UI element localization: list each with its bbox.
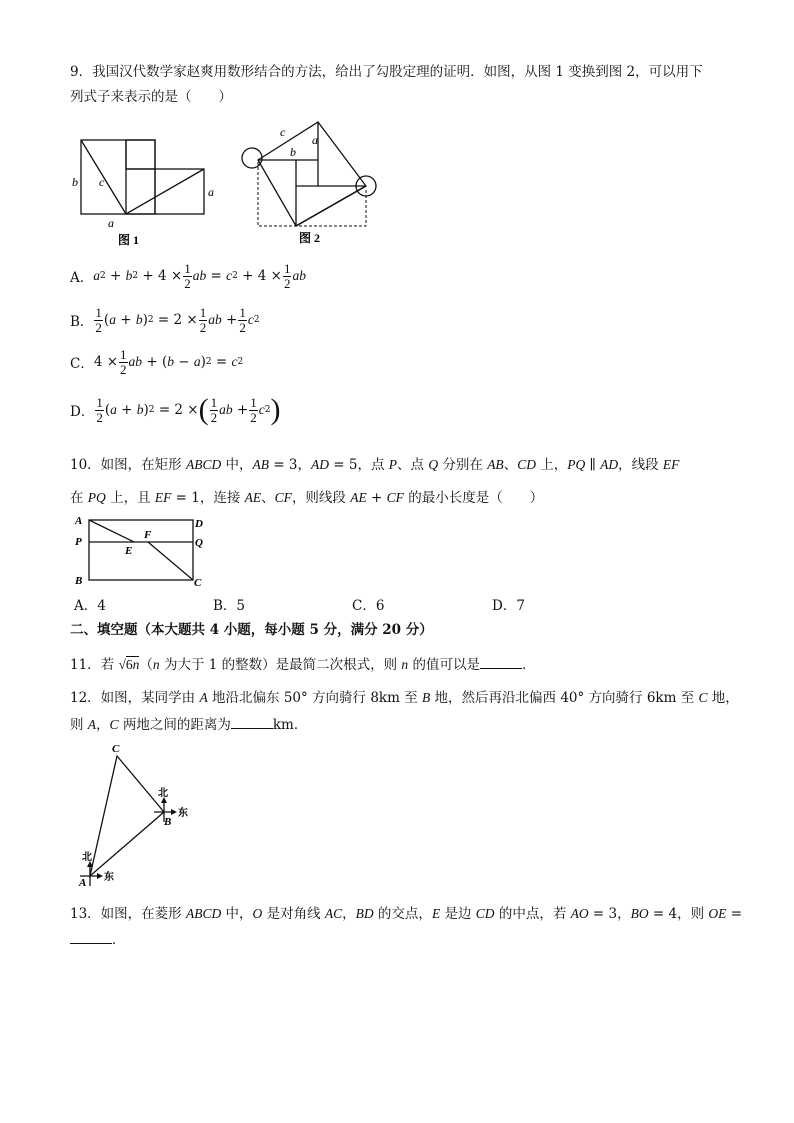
q12-figure (76, 740, 196, 888)
q13-answer-blank[interactable] (70, 931, 112, 944)
q10-figure (72, 512, 212, 590)
svg-text:b: b (290, 145, 296, 159)
option-label: D． (70, 404, 95, 420)
fig1-caption: 图 1 (118, 233, 140, 247)
q9-stem-line2: 列式子来表示的是（ ） (70, 89, 232, 105)
svg-text:D: D (195, 518, 203, 530)
q9-figure-2 (236, 118, 386, 246)
svg-text:b: b (72, 175, 78, 189)
q13-stem-line2: ． (70, 930, 126, 950)
q10-option-b[interactable]: B．5 (213, 598, 246, 614)
svg-text:E: E (125, 545, 133, 557)
q9-stem-line1: 9．我国汉代数学家赵爽用数形结合的方法，给出了勾股定理的证明．如图，从图 1 变换到图 2，可以用下 (70, 64, 703, 80)
q12-answer-blank[interactable] (231, 716, 273, 729)
north-label-a: 北 (82, 852, 92, 863)
q11-stem: 11．若 √6n（n 为大于 1 的整数）是最简二次根式，则 n 的值可以是 ． (70, 657, 536, 673)
svg-text:B: B (75, 575, 83, 587)
q9-option-b[interactable]: B． $\frac{1}{2}$ ( a + b ) 2 = 2 × $\frac{1}{2}$ ab + $\frac{1}{2}$ c 2 (70, 304, 260, 335)
q10-option-d[interactable]: D．7 (492, 598, 525, 614)
q9-option-a[interactable]: A． a 2 + b 2 + 4 × $\frac{1}{2}$ ab = c 2 + 4 × $\frac{1}{2}$ ab (70, 260, 306, 291)
q10-option-a[interactable]: A．4 (74, 598, 106, 614)
q10-stem-line2: 在 PQ 上，且 EF = 1，连接 AE、CF，则线段 AE + CF 的最小长度是（ ） (70, 490, 544, 506)
svg-text:Q: Q (195, 537, 203, 549)
section-heading: 二、填空题（本大题共 4 小题，每小题 5 分，满分 20 分） (70, 622, 433, 638)
q10-option-c[interactable]: C．6 (352, 598, 385, 614)
svg-text:A: A (79, 877, 87, 888)
q12-stem-line1: 12．如图，某同学由 A 地沿北偏东 50° 方向骑行 8km 至 B 地，然后再沿北偏西 40° 方向骑行 6km 至 C 地， (70, 690, 739, 706)
fig2-caption: 图 2 (299, 231, 321, 245)
svg-text:A: A (75, 515, 83, 527)
q9-option-d[interactable]: D． $\frac{1}{2}$ ( a + b ) 2 = 2 × ( $\frac{1}{2}$ ab + $\frac{1}{2}$ c 2 ) (70, 393, 281, 426)
svg-text:c: c (280, 125, 286, 139)
q10-stem-line1: 10．如图，在矩形 ABCD 中，AB = 3，AD = 5，点 P、点 Q 分别在 AB、CD 上，PQ ∥ AD，线段 EF (70, 457, 680, 473)
option-label: A． (70, 270, 94, 286)
east-label-b: 东 (178, 808, 188, 819)
svg-text:F: F (144, 529, 152, 541)
north-label-b: 北 (158, 788, 168, 799)
q9-option-c[interactable]: C． 4 × $\frac{1}{2}$ ab + ( b − a ) 2 = c 2 (70, 346, 244, 377)
q9-figure-1 (66, 130, 226, 248)
svg-text:C: C (112, 743, 120, 755)
svg-text:c: c (99, 175, 105, 189)
option-label: C． (70, 356, 94, 372)
svg-text:P: P (75, 536, 82, 548)
svg-text:a: a (208, 185, 214, 199)
q12-stem-line2: 则 A，C 两地之间的距离为 km． (70, 717, 308, 733)
svg-text:a: a (312, 133, 318, 147)
svg-text:B: B (164, 816, 172, 828)
svg-text:C: C (194, 577, 202, 589)
east-label-a: 东 (104, 872, 114, 883)
q13-stem-line1: 13．如图，在菱形 ABCD 中，O 是对角线 AC，BD 的交点，E 是边 CD 的中点，若 AO = 3，BO = 4，则 OE = (70, 906, 743, 922)
svg-text:a: a (108, 216, 114, 230)
option-label: B． (70, 314, 94, 330)
q11-answer-blank[interactable] (480, 656, 522, 669)
